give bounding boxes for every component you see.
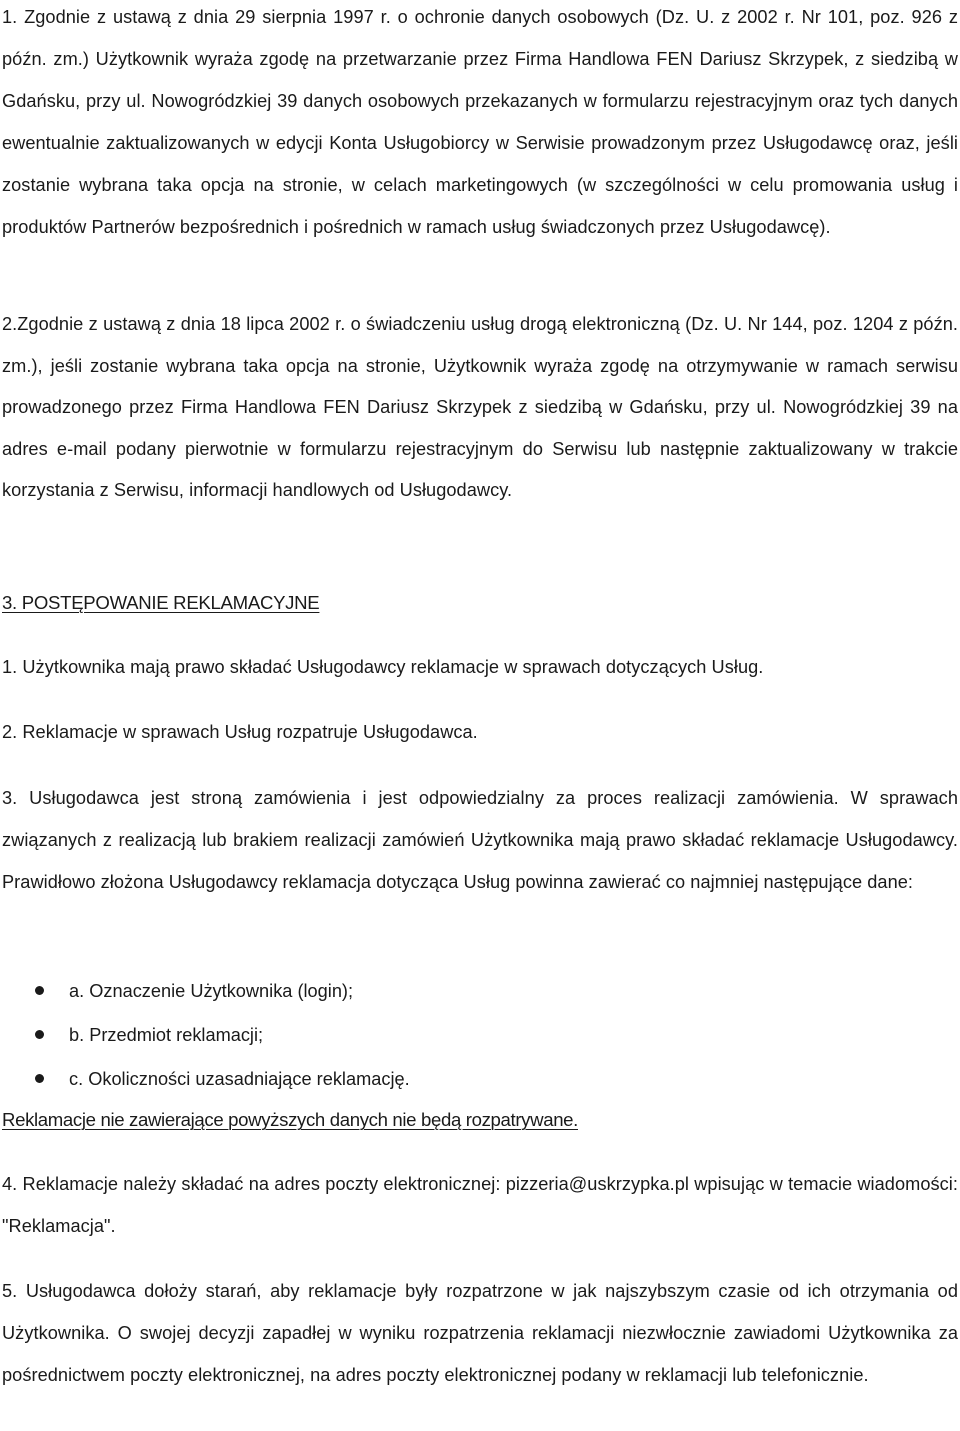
list-item	[0, 1057, 960, 1101]
list-item	[0, 969, 960, 1013]
section-heading-complaints: 3. POSTĘPOWANIE REKLAMACYJNE	[2, 592, 320, 613]
required-data-list	[0, 969, 960, 1101]
complaints-item-3: 3. Usługodawca jest stroną zamówienia i jest odpowiedzialny za proces realizacji zamówienia. W sprawach związanych z realizacją lub brakiem realizacji zamówień Użytkownika mają prawo składać reklamacje Usługodawcy. Prawidłowo złożona Usługodawcy reklamacja dotycząca Usług powinna zawierać co najmniej następujące dane:	[2, 788, 958, 892]
list-item	[0, 1013, 960, 1057]
list-item-text: c. Okoliczności uzasadniające reklamację.	[69, 1069, 410, 1089]
complaints-item-2: 2. Reklamacje w sprawach Usług rozpatruje Usługodawca.	[2, 722, 478, 742]
paragraph-electronic-services-consent: 2.Zgodnie z ustawą z dnia 18 lipca 2002 r. o świadczeniu usług drogą elektroniczną (Dz. U. Nr 144, poz. 1204 z późn. zm.), jeśli zostanie wybrana taka opcja na stronie, Użytkownik wyraża zgodę na otrzymywanie w ramach serwisu prowadzonego przez Firma Handlowa FEN Dariusz Skrzypek z siedzibą w Gdańsku, przy ul. Nowogródzkiej 39 na adres e-mail podany pierwotnie w formularzu rejestracyjnym do Serwisu lub następnie zaktualizowany w trakcie korzystania z Serwisu, informacji handlowych od Usługodawcy.	[2, 314, 958, 501]
complaints-item-5: 5. Usługodawca dołoży starań, aby reklamacje były rozpatrzone w jak najszybszym czasie od ich otrzymania od Użytkownika. O swojej decyzji zapadłej w wyniku rozpatrzenia reklamacji niezwłocznie zawiadomi Użytkownika za pośrednictwem poczty elektronicznej, na adres poczty elektronicznej podany w reklamacji lub telefonicznie.	[2, 1281, 958, 1385]
paragraph-data-protection-consent: 1. Zgodnie z ustawą z dnia 29 sierpnia 1997 r. o ochronie danych osobowych (Dz. U. z 2002 r. Nr 101, poz. 926 z późn. zm.) Użytkownik wyraża zgodę na przetwarzanie przez Firma Handlowa FEN Dariusz Skrzypek, z siedzibą w Gdańsku, przy ul. Nowogródzkiej 39 danych osobowych przekazanych w formularzu rejestracyjnym oraz tych danych ewentualnie zaktualizowanych w edycji Konta Usługobiorcy w Serwisie prowadzonym przez Usługodawcę oraz, jeśli zostanie wybrana taka opcja na stronie, w celach marketingowych (w szczególności w celu promowania usług i produktów Partnerów bezpośrednich i pośrednich w ramach usług świadczonych przez Usługodawcę).	[2, 7, 958, 237]
bullet-icon	[35, 1030, 44, 1039]
bullet-icon	[35, 1074, 44, 1083]
list-item-text: b. Przedmiot reklamacji;	[69, 1025, 264, 1045]
bullet-icon	[35, 986, 44, 995]
list-item-text: a. Oznaczenie Użytkownika (login);	[69, 981, 354, 1001]
complaints-item-1: 1. Użytkownika mają prawo składać Usługodawcy reklamacje w sprawach dotyczących Usług.	[2, 657, 764, 677]
incomplete-complaints-notice: Reklamacje nie zawierające powyższych danych nie będą rozpatrywane.	[2, 1109, 578, 1130]
complaints-item-4: 4. Reklamacje należy składać na adres poczty elektronicznej: pizzeria@uskrzypka.pl wpisując w temacie wiadomości: "Reklamacja".	[2, 1174, 958, 1236]
